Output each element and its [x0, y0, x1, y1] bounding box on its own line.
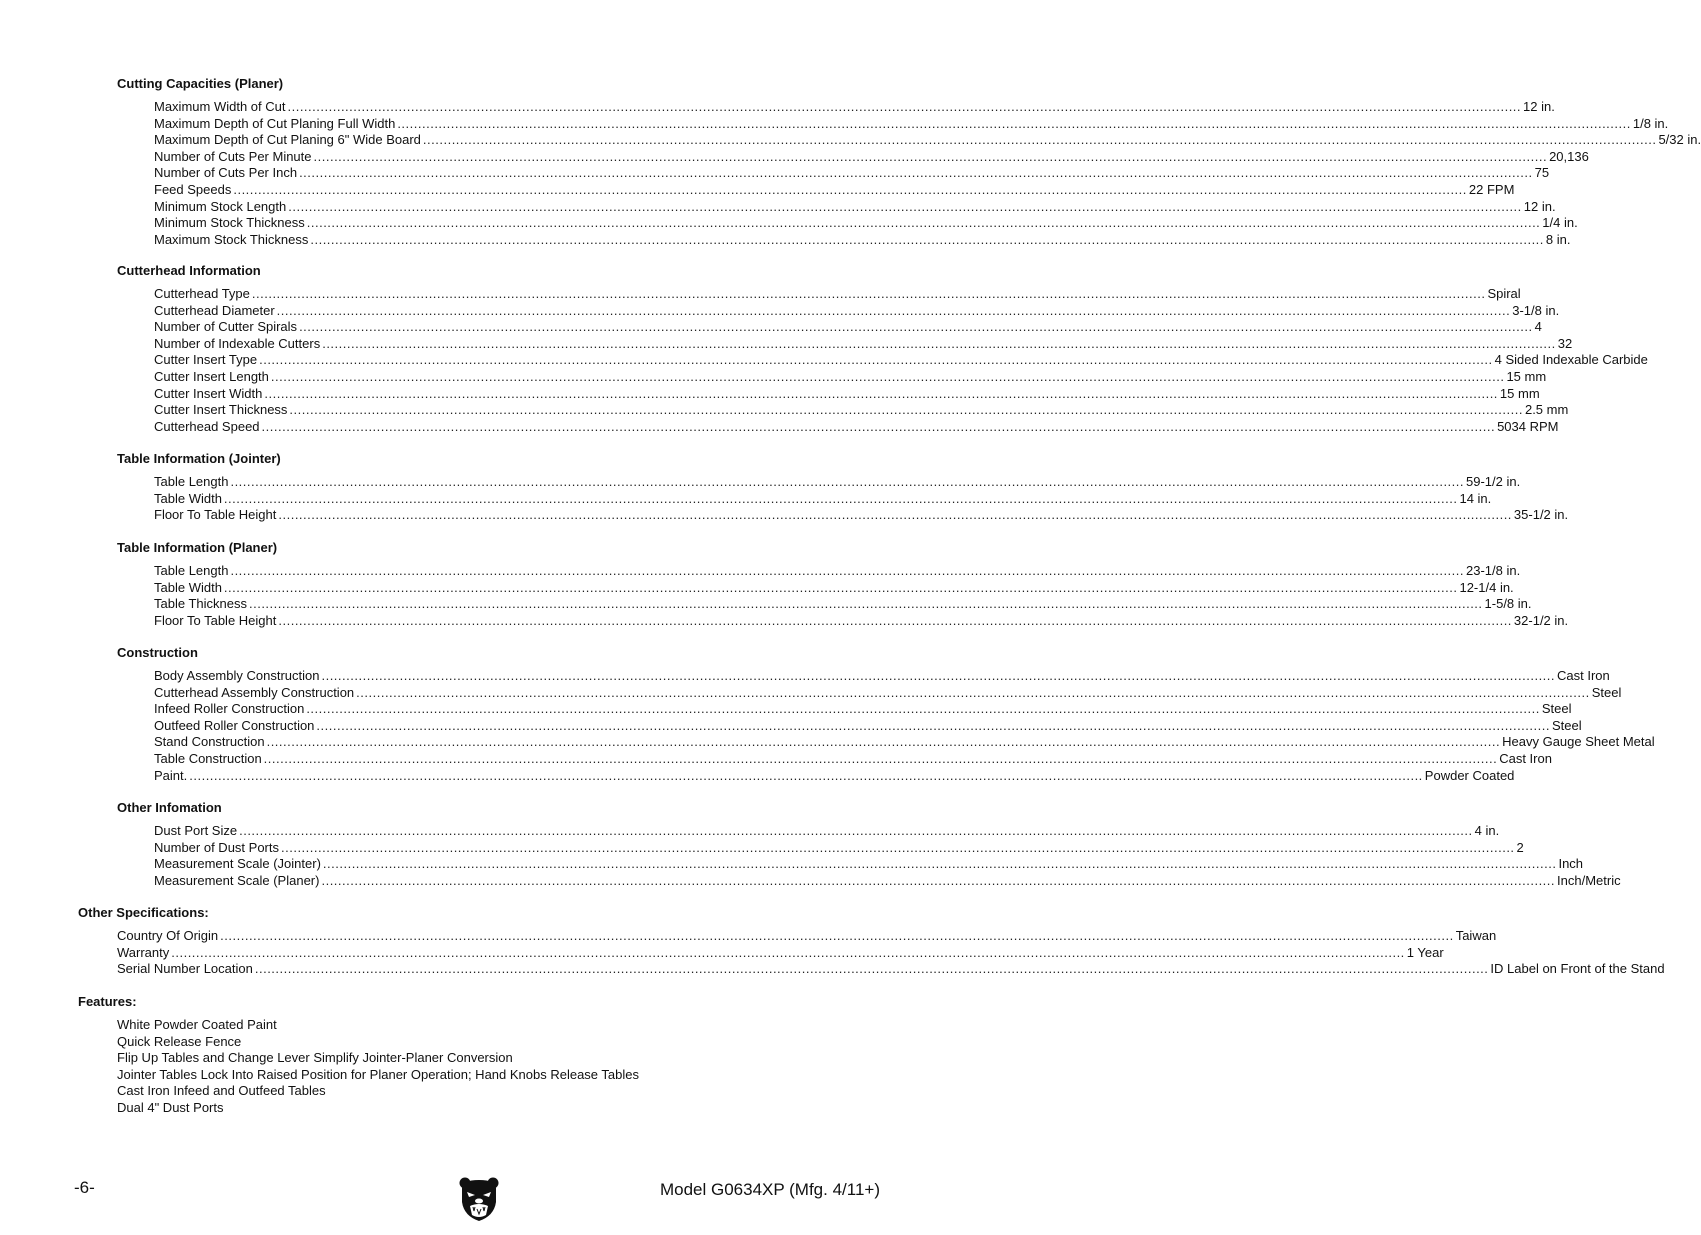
- spec-label: Feed Speeds: [154, 182, 232, 197]
- section-heading: Cutterhead Information: [117, 263, 261, 278]
- dot-leader: ............................................................................................................................................................................................................................................................................................................: [223, 579, 1458, 595]
- spec-value: 5034 RPM: [1497, 418, 1559, 434]
- spec-label: Dust Port Size: [154, 823, 238, 838]
- section-heading: Table Information (Planer): [117, 540, 278, 555]
- spec-label: Infeed Roller Construction: [154, 701, 305, 717]
- spec-row: [154, 734, 1655, 750]
- spec-row: [154, 701, 1572, 717]
- spec-row: [154, 751, 1552, 767]
- spec-label: Country Of Origin: [117, 928, 219, 943]
- spec-label: Paint.: [154, 767, 188, 783]
- dot-leader: ............................................................................................................................................................................................................................................................................................................: [316, 717, 1550, 733]
- spec-label: Warranty: [117, 944, 170, 960]
- spec-row: [154, 385, 1540, 402]
- spec-row: [154, 182, 1515, 198]
- spec-row: [154, 99, 1555, 115]
- spec-label: Serial Number Location: [117, 961, 253, 977]
- spec-row: [154, 839, 1524, 856]
- spec-value: 35-1/2 in.: [1513, 507, 1569, 523]
- spec-value: Spiral: [1487, 286, 1521, 301]
- spec-label: Maximum Depth of Cut Planing 6" Wide Board: [154, 132, 421, 148]
- spec-label: Minimum Stock Thickness: [154, 215, 305, 231]
- dot-leader: ............................................................................................................................................................................................................................................................................................................: [171, 944, 1405, 960]
- spec-row: [154, 302, 1560, 319]
- dot-leader: ............................................................................................................................................................................................................................................................................................................: [248, 596, 1483, 612]
- spec-value: Cast Iron: [1499, 751, 1552, 766]
- spec-row: [154, 823, 1500, 839]
- spec-value: 23-1/8 in.: [1466, 563, 1521, 578]
- spec-label: Cutterhead Diameter: [154, 302, 275, 318]
- spec-value: 4: [1534, 319, 1542, 335]
- spec-label: Maximum Depth of Cut Planing Full Width: [154, 115, 396, 131]
- spec-value: Cast Iron: [1557, 668, 1610, 683]
- spec-label: Outfeed Roller Construction: [154, 717, 315, 733]
- spec-value: Steel: [1591, 684, 1622, 700]
- spec-row: [154, 198, 1556, 215]
- spec-label: Table Construction: [154, 751, 262, 766]
- spec-row: [117, 928, 1497, 944]
- dot-leader: ............................................................................................................................................................................................................................................................................................................: [313, 148, 1548, 164]
- section-heading: Other Specifications:: [78, 905, 209, 920]
- spec-value: Powder Coated: [1424, 767, 1515, 783]
- spec-value: Inch: [1558, 856, 1584, 872]
- spec-value: Taiwan: [1455, 928, 1497, 943]
- section-heading: Cutting Capacities (Planer): [117, 76, 284, 91]
- dot-leader: ............................................................................................................................................................................................................................................................................................................: [220, 928, 1454, 943]
- spec-value: 12-1/4 in.: [1459, 579, 1514, 595]
- spec-row: [154, 286, 1521, 302]
- dot-leader: ............................................................................................................................................................................................................................................................................................................: [322, 335, 1556, 351]
- spec-label: Number of Cutter Spirals: [154, 319, 298, 335]
- dot-leader: ............................................................................................................................................................................................................................................................................................................: [321, 872, 1556, 888]
- spec-row: [154, 231, 1571, 248]
- spec-value: 1/4 in.: [1542, 215, 1578, 231]
- spec-label: Cutterhead Speed: [154, 418, 260, 434]
- model-designation: Model G0634XP (Mfg. 4/11+): [659, 1180, 880, 1199]
- spec-value: 15 mm: [1499, 385, 1540, 401]
- dot-leader: ............................................................................................................................................................................................................................................................................................................: [263, 751, 1498, 766]
- spec-row: [154, 767, 1515, 784]
- dot-leader: ............................................................................................................................................................................................................................................................................................................: [306, 701, 1540, 717]
- spec-label: Maximum Width of Cut: [154, 99, 286, 114]
- dot-leader: ............................................................................................................................................................................................................................................................................................................: [356, 684, 1590, 700]
- dot-leader: ............................................................................................................................................................................................................................................................................................................: [251, 286, 1486, 301]
- spec-value: 4 Sided Indexable Carbide: [1494, 352, 1648, 368]
- spec-row: [154, 717, 1582, 734]
- section-heading: Table Information (Jointer): [117, 451, 281, 466]
- dot-leader: ............................................................................................................................................................................................................................................................................................................: [189, 767, 1423, 783]
- dot-leader: ............................................................................................................................................................................................................................................................................................................: [310, 231, 1544, 247]
- page-number: -6-: [74, 1178, 95, 1197]
- spec-value: 12 in.: [1523, 99, 1555, 114]
- spec-label: Table Length: [154, 474, 229, 489]
- spec-row: [154, 668, 1610, 684]
- spec-value: 15 mm: [1506, 369, 1547, 384]
- spec-row: [154, 579, 1514, 596]
- spec-value: 12 in.: [1523, 198, 1556, 214]
- spec-value: 3-1/8 in.: [1512, 302, 1560, 318]
- dot-leader: ............................................................................................................................................................................................................................................................................................................: [270, 369, 1505, 384]
- spec-label: Body Assembly Construction: [154, 668, 320, 683]
- spec-row: [154, 856, 1584, 872]
- dot-leader: ............................................................................................................................................................................................................................................................................................................: [230, 563, 1464, 578]
- feature-item: Cast Iron Infeed and Outfeed Tables: [117, 1083, 326, 1099]
- spec-label: Cutter Insert Type: [154, 352, 258, 368]
- spec-row: [154, 418, 1559, 435]
- spec-label: Table Length: [154, 563, 229, 578]
- dot-leader: ............................................................................................................................................................................................................................................................................................................: [261, 418, 1496, 434]
- dot-leader: ............................................................................................................................................................................................................................................................................................................: [289, 402, 1523, 418]
- dot-leader: ............................................................................................................................................................................................................................................................................................................: [422, 132, 1657, 148]
- spec-row: [154, 507, 1569, 523]
- spec-value: 20,136: [1549, 148, 1589, 164]
- dot-leader: ............................................................................................................................................................................................................................................................................................................: [299, 319, 1533, 335]
- spec-row: [154, 563, 1521, 579]
- spec-label: Floor To Table Height: [154, 612, 277, 628]
- spec-value: Inch/Metric: [1557, 872, 1621, 888]
- spec-row: [154, 684, 1622, 701]
- spec-label: Cutterhead Type: [154, 286, 250, 301]
- spec-row: [154, 402, 1569, 418]
- spec-row: [154, 115, 1669, 132]
- dot-leader: ............................................................................................................................................................................................................................................................................................................: [239, 823, 1473, 838]
- dot-leader: ............................................................................................................................................................................................................................................................................................................: [223, 490, 1458, 506]
- dot-leader: ............................................................................................................................................................................................................................................................................................................: [321, 668, 1556, 683]
- dot-leader: ............................................................................................................................................................................................................................................................................................................: [322, 856, 1557, 872]
- spec-value: 32-1/2 in.: [1513, 612, 1569, 628]
- section-heading: Other Infomation: [117, 800, 222, 815]
- spec-row: [154, 474, 1521, 490]
- spec-label: Measurement Scale (Planer): [154, 872, 320, 888]
- spec-label: Cutterhead Assembly Construction: [154, 684, 355, 700]
- dot-leader: ............................................................................................................................................................................................................................................................................................................: [281, 839, 1515, 855]
- dot-leader: ............................................................................................................................................................................................................................................................................................................: [287, 99, 1522, 114]
- dot-leader: ............................................................................................................................................................................................................................................................................................................: [299, 165, 1533, 181]
- spec-row: [154, 596, 1532, 612]
- spec-label: Stand Construction: [154, 734, 265, 750]
- dot-leader: ............................................................................................................................................................................................................................................................................................................: [233, 182, 1467, 197]
- dot-leader: ............................................................................................................................................................................................................................................................................................................: [288, 198, 1522, 214]
- dot-leader: ............................................................................................................................................................................................................................................................................................................: [278, 507, 1512, 523]
- spec-row: [154, 148, 1589, 165]
- spec-value: 14 in.: [1459, 490, 1492, 506]
- spec-value: 4 in.: [1474, 823, 1500, 838]
- spec-value: 75: [1534, 165, 1550, 181]
- feature-item: White Powder Coated Paint: [117, 1017, 277, 1032]
- spec-value: Heavy Gauge Sheet Metal: [1502, 734, 1655, 750]
- spec-value: 59-1/2 in.: [1466, 474, 1521, 489]
- feature-item: Flip Up Tables and Change Lever Simplify Jointer-Planer Conversion: [117, 1050, 513, 1066]
- spec-label: Number of Dust Ports: [154, 839, 279, 855]
- spec-value: 8 in.: [1545, 231, 1571, 247]
- spec-value: 2: [1516, 839, 1524, 855]
- spec-label: Number of Indexable Cutters: [154, 335, 321, 351]
- dot-leader: ............................................................................................................................................................................................................................................................................................................: [278, 612, 1512, 628]
- section-heading: Construction: [117, 645, 198, 660]
- spec-label: Minimum Stock Length: [154, 198, 287, 214]
- spec-value: 1-5/8 in.: [1484, 596, 1532, 612]
- spec-label: Maximum Stock Thickness: [154, 231, 309, 247]
- dot-leader: ............................................................................................................................................................................................................................................................................................................: [397, 115, 1631, 131]
- spec-row: [154, 335, 1573, 352]
- spec-label: Cutter Insert Thickness: [154, 402, 288, 418]
- spec-row: [154, 872, 1621, 889]
- spec-row: [154, 215, 1578, 231]
- dot-leader: ............................................................................................................................................................................................................................................................................................................: [264, 385, 1498, 401]
- spec-row: [154, 352, 1648, 368]
- spec-value: 32: [1557, 335, 1573, 351]
- spec-label: Cutter Insert Width: [154, 385, 263, 401]
- spec-value: 1/8 in.: [1632, 115, 1669, 131]
- spec-label: Table Thickness: [154, 596, 247, 612]
- feature-item: Dual 4" Dust Ports: [117, 1100, 224, 1115]
- dot-leader: ............................................................................................................................................................................................................................................................................................................: [276, 302, 1511, 318]
- dot-leader: ............................................................................................................................................................................................................................................................................................................: [254, 961, 1489, 977]
- spec-value: 1 Year: [1406, 944, 1444, 960]
- spec-value: Steel: [1551, 717, 1582, 733]
- spec-label: Cutter Insert Length: [154, 369, 269, 384]
- spec-row: [154, 165, 1550, 181]
- spec-label: Table Width: [154, 579, 222, 595]
- spec-row: [154, 319, 1542, 335]
- feature-item: Jointer Tables Lock Into Raised Position for Planer Operation; Hand Knobs Release Tables: [117, 1066, 639, 1082]
- spec-label: Number of Cuts Per Inch: [154, 165, 298, 181]
- spec-label: Measurement Scale (Jointer): [154, 856, 321, 872]
- dot-leader: ............................................................................................................................................................................................................................................................................................................: [306, 215, 1541, 231]
- section-heading: Features:: [78, 994, 137, 1009]
- dot-leader: ............................................................................................................................................................................................................................................................................................................: [266, 734, 1501, 750]
- spec-row: [154, 132, 1701, 148]
- spec-row: [117, 961, 1665, 977]
- spec-label: Table Width: [154, 490, 222, 506]
- spec-label: Number of Cuts Per Minute: [154, 148, 312, 164]
- spec-value: ID Label on Front of the Stand: [1490, 961, 1665, 977]
- spec-value: 22 FPM: [1468, 182, 1515, 197]
- bear-logo-icon: [459, 1176, 499, 1222]
- feature-item: Quick Release Fence: [117, 1033, 242, 1049]
- spec-row: [154, 369, 1547, 385]
- spec-value: 2.5 mm: [1524, 402, 1569, 418]
- spec-value: Steel: [1541, 701, 1572, 717]
- spec-label: Floor To Table Height: [154, 507, 277, 523]
- dot-leader: ............................................................................................................................................................................................................................................................................................................: [259, 352, 1493, 368]
- spec-row: [154, 490, 1492, 507]
- dot-leader: ............................................................................................................................................................................................................................................................................................................: [230, 474, 1464, 489]
- spec-row: [154, 612, 1569, 629]
- spec-value: 5/32 in.: [1658, 132, 1701, 148]
- spec-row: [117, 944, 1444, 961]
